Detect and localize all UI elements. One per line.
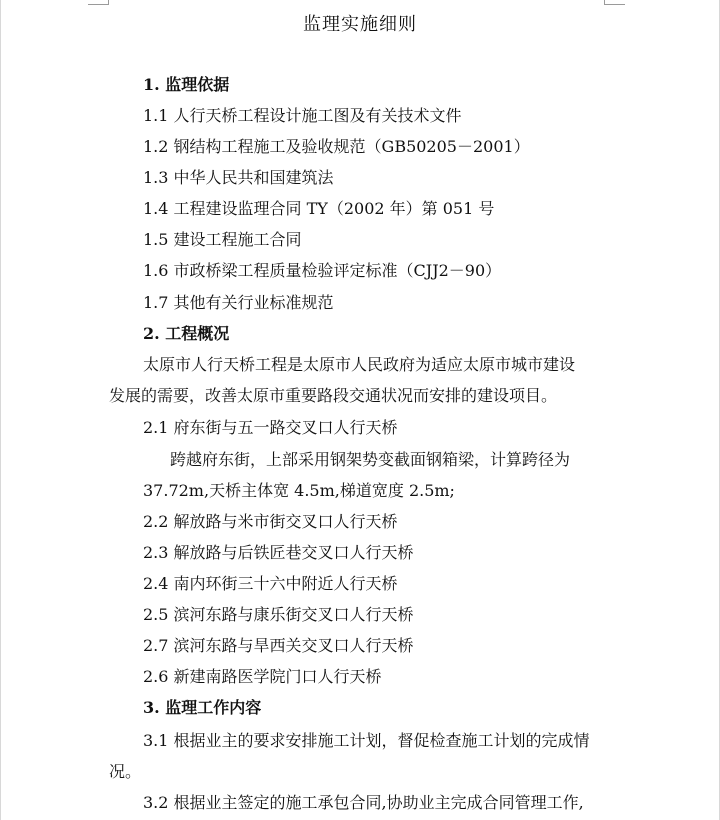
section-heading-2: 2. 工程概况 — [143, 324, 230, 343]
list-item: 2.2 解放路与米市街交叉口人行天桥 — [143, 512, 398, 531]
list-item: 1.6 市政桥梁工程质量检验评定标准（CJJ2－90） — [143, 261, 502, 280]
paragraph-line: 3.2 根据业主签定的施工承包合同,协助业主完成合同管理工作, — [143, 793, 584, 812]
paragraph-line: 跨越府东街，上部采用钢架势变截面钢箱梁，计算跨径为 — [170, 450, 571, 469]
list-item: 2.7 滨河东路与旱西关交叉口人行天桥 — [143, 636, 414, 655]
paragraph-line: 37.72m,天桥主体宽 4.5m,梯道宽度 2.5m; — [143, 481, 455, 500]
section-heading-1: 1. 监理依据 — [143, 75, 230, 94]
paragraph-line: 发展的需要，改善太原市重要路段交通状况而安排的建设项目。 — [109, 386, 558, 405]
crop-mark-right — [604, 0, 625, 5]
list-item: 1.7 其他有关行业标准规范 — [143, 293, 334, 312]
list-item: 1.1 人行天桥工程设计施工图及有关技术文件 — [143, 106, 462, 125]
crop-mark-left — [88, 0, 109, 5]
list-item: 1.3 中华人民共和国建筑法 — [143, 168, 334, 187]
list-item: 2.4 南内环街三十六中附近人行天桥 — [143, 574, 398, 593]
document-title: 监理实施细则 — [303, 14, 417, 35]
list-item: 1.5 建设工程施工合同 — [143, 230, 302, 249]
section-heading-3: 3. 监理工作内容 — [143, 698, 262, 717]
paragraph-line: 太原市人行天桥工程是太原市人民政府为适应太原市城市建设 — [143, 355, 576, 374]
paragraph-line: 况。 — [109, 762, 142, 781]
list-item: 1.2 钢结构工程施工及验收规范（GB50205－2001） — [143, 137, 530, 156]
list-item: 2.6 新建南路医学院门口人行天桥 — [143, 667, 382, 686]
paragraph-line: 3.1 根据业主的要求安排施工计划，督促检查施工计划的完成情 — [143, 731, 590, 750]
list-item: 2.1 府东街与五一路交叉口人行天桥 — [143, 418, 398, 437]
list-item: 2.5 滨河东路与康乐街交叉口人行天桥 — [143, 605, 414, 624]
list-item: 1.4 工程建设监理合同 TY（2002 年）第 051 号 — [143, 199, 495, 218]
page-left-edge — [0, 0, 1, 820]
list-item: 2.3 解放路与后铁匠巷交叉口人行天桥 — [143, 543, 414, 562]
